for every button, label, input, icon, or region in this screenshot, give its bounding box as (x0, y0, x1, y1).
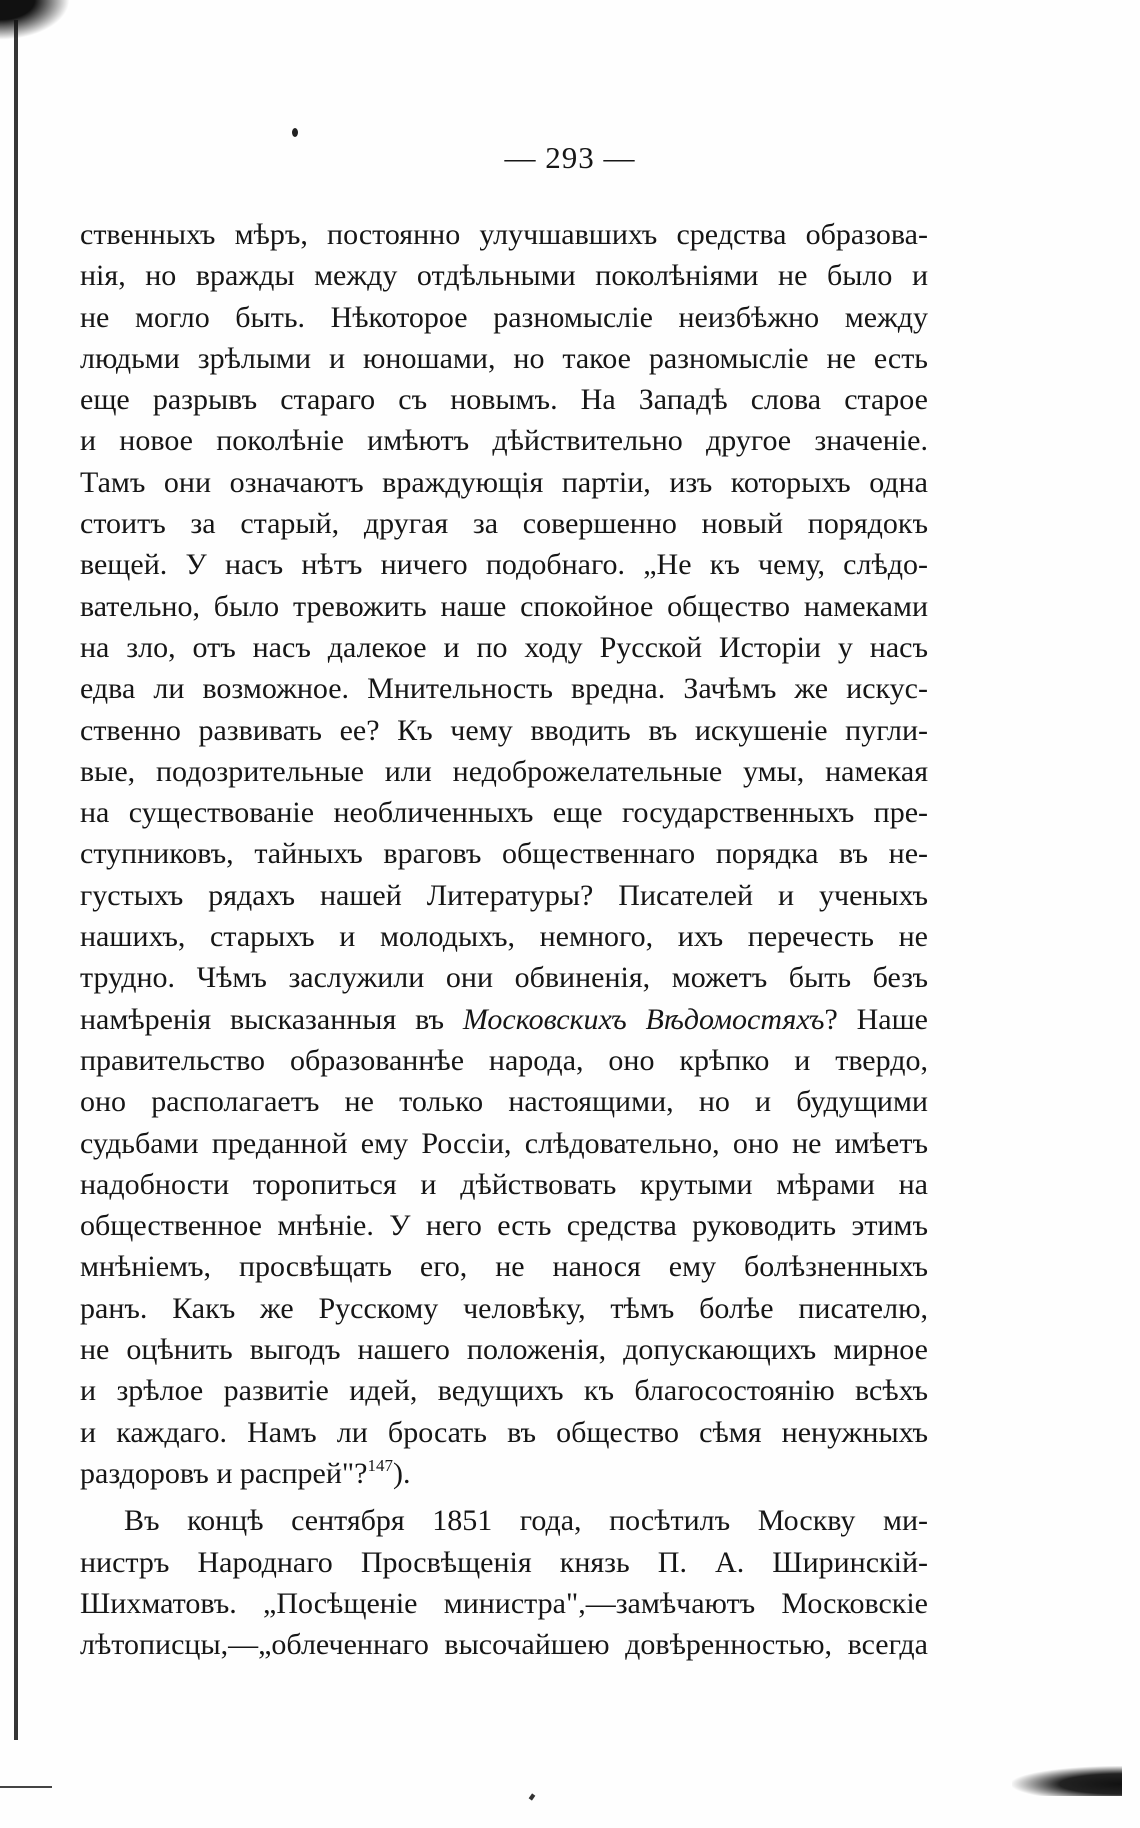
text-line: лѣтописцы,—„облеченнаго высочайшею довѣренностью, всегда (80, 1628, 928, 1662)
text-line: Въ концѣ сентября 1851 года, посѣтилъ Москву ми- (124, 1504, 928, 1538)
text-line: на зло, отъ насъ далекое и по ходу Русской Исторіи у насъ (80, 630, 928, 664)
text-line: надобности торопиться и дѣйствовать крутыми мѣрами на (80, 1167, 928, 1201)
text-line: вые, подозрительные или недоброжелательные умы, намекая (80, 754, 928, 788)
text-line: не оцѣнить выгодъ нашего положенія, допускающихъ мирное (80, 1333, 928, 1367)
ink-speck (292, 128, 298, 137)
scan-binding-edge (14, 20, 18, 1740)
text-line: на существованіе необличенныхъ еще государственныхъ пре- (80, 796, 928, 830)
paragraph-end-text: раздоровъ и распрей"? (80, 1456, 368, 1490)
text-line: людьми зрѣлыми и юношами, но такое разномысліе не есть (80, 341, 928, 375)
text-line: не могло быть. Нѣкоторое разномысліе неизбѣжно между (80, 300, 928, 334)
text-line: Тамъ они означаютъ враждующія партіи, изъ которыхъ одна (80, 465, 928, 499)
line-text-before: намѣренія высказанныя въ (80, 1002, 463, 1036)
scan-edge-mark (0, 1786, 52, 1788)
line-text-after: ? Наше (824, 1002, 928, 1036)
text-line: оно располагаетъ не только настоящими, но и будущими (80, 1085, 928, 1119)
text-line: ственныхъ мѣръ, постоянно улучшавшихъ средства образова- (80, 218, 928, 251)
scan-corner-shadow-bottom (1012, 1766, 1122, 1796)
text-line-with-italic (80, 999, 928, 1040)
text-line: нашихъ, старыхъ и молодыхъ, немного, ихъ перечесть не (80, 920, 928, 954)
text-line: и новое поколѣніе имѣютъ дѣйствительно другое значеніе. (80, 424, 928, 458)
text-line: правительство образованнѣе народа, оно крѣпко и твердо, (80, 1043, 928, 1077)
text-line: мнѣніемъ, просвѣщать его, не нанося ему болѣзненныхъ (80, 1250, 928, 1284)
ink-speck-bottom (529, 1793, 536, 1800)
text-line: судьбами преданной ему Россіи, слѣдовательно, оно не имѣетъ (80, 1126, 928, 1160)
scan-corner-shadow (0, 0, 70, 40)
text-line: и каждаго. Намъ ли бросать въ общество сѣмя ненужныхъ (80, 1415, 928, 1449)
text-line: ступниковъ, тайныхъ враговъ общественнаго порядка въ не- (80, 837, 928, 871)
text-line: едва ли возможное. Мнительность вредна. Зачѣмъ же искус- (80, 672, 928, 706)
text-line: ственно развивать ее? Къ чему вводить въ искушеніе пугли- (80, 713, 928, 747)
text-line: трудно. Чѣмъ заслужили они обвиненія, можетъ быть безъ (80, 961, 928, 995)
text-line: ранъ. Какъ же Русскому человѣку, тѣмъ болѣе писателю, (80, 1291, 928, 1325)
text-line: нистръ Народнаго Просвѣщенія князь П. А. Ширинскій- (80, 1545, 928, 1579)
text-line: густыхъ рядахъ нашей Литературы? Писателей и ученыхъ (80, 878, 928, 912)
paragraph-end-closing: ). (393, 1456, 411, 1490)
text-line: вещей. У насъ нѣтъ ничего подобнаго. „Не къ чему, слѣдо- (80, 548, 928, 582)
footnote-reference: 147 (367, 1455, 393, 1475)
text-line: Шихматовъ. „Посѣщеніе министра",—замѣчаютъ Московскіе (80, 1586, 928, 1620)
text-line: еще разрывъ стараго съ новымъ. На Западѣ слова старое (80, 383, 928, 417)
paragraph-end-line (80, 1453, 928, 1494)
text-line: общественное мнѣніе. У него есть средства руководить этимъ (80, 1209, 928, 1243)
newspaper-title: Московскихъ Вѣдомостяхъ (462, 1002, 825, 1036)
body-text (80, 214, 928, 1665)
text-line: и зрѣлое развитіе идей, ведущихъ къ благосостоянію всѣхъ (80, 1374, 928, 1408)
page-number: — 293 — (504, 140, 636, 175)
text-line: нія, но вражды между отдѣльными поколѣніями не было и (80, 259, 928, 293)
text-line: вательно, было тревожить наше спокойное общество намеками (80, 589, 928, 623)
text-line: стоитъ за старый, другая за совершенно новый порядокъ (80, 507, 928, 541)
